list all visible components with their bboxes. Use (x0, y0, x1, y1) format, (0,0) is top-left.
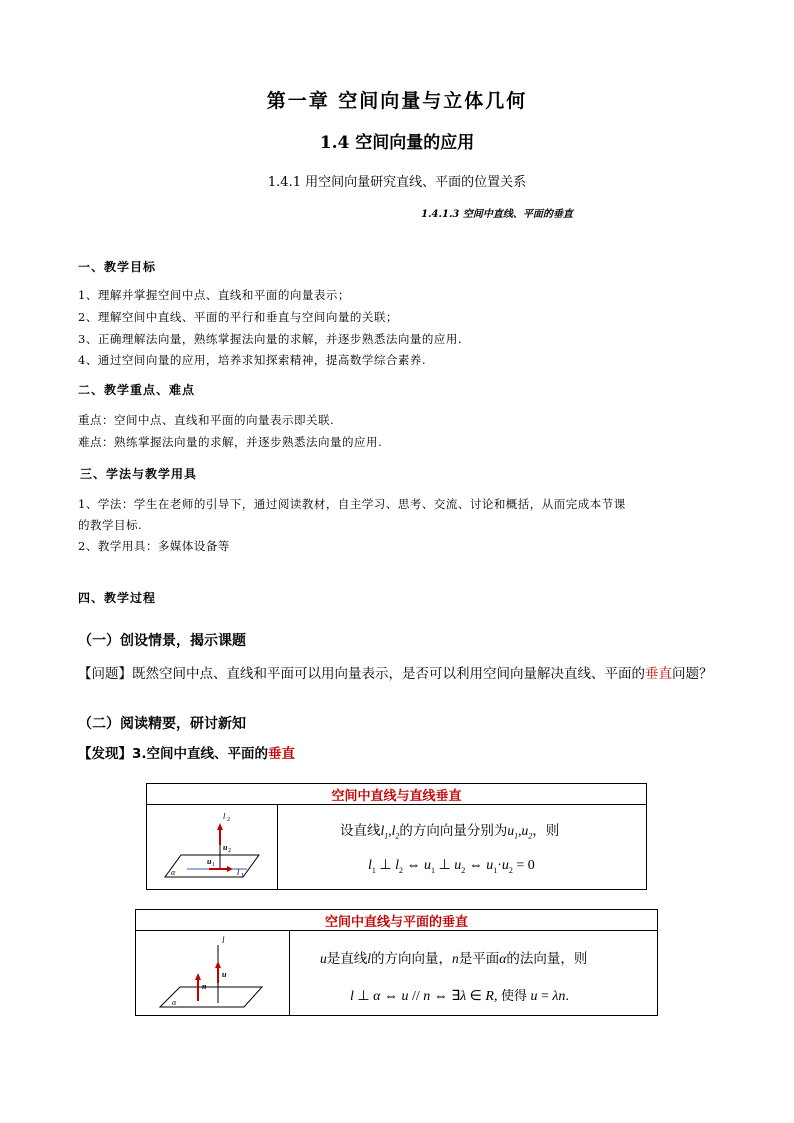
table2-statement: u是直线l的方向向量，n是平面α的法向量，则 (320, 951, 588, 967)
goals-heading: 一、教学目标 (78, 260, 157, 274)
svg-text:2: 2 (227, 817, 230, 823)
statement-d: 的法向量，则 (506, 951, 588, 967)
difficulty-item: 难点：熟练掌握法向量的求解，并逐步熟悉法向量的应用. (78, 435, 383, 449)
svg-text:2: 2 (228, 848, 231, 854)
statement-c: 是平面 (458, 951, 500, 967)
tools-line: 2、教学用具：多媒体设备等 (78, 539, 230, 553)
question-line (78, 662, 713, 682)
label-l: l (222, 935, 225, 945)
statement-mid: 的方向向量分别为 (399, 823, 508, 839)
formula-word: 使得 (500, 989, 527, 1004)
statement-a: 是直线 (326, 951, 368, 967)
table2-figure-cell (136, 931, 290, 1016)
label-u2: u (223, 843, 228, 852)
table2-formula: l ⊥ α ⇔ u // n ⇔ ∃λ ∈ R, 使得 u = λn. (350, 989, 569, 1004)
section-title: 1.4 空间向量的应用 (319, 133, 475, 153)
label-u1: u (207, 857, 212, 866)
math-u1u2: $u_1,u_2$ (507, 823, 533, 841)
goal-item: 3、正确理解法向量，熟练掌握法向量的求解，并逐步熟悉法向量的应用. (78, 332, 462, 346)
label-alpha: α (172, 998, 177, 1007)
keypoint-item: 重点：空间中点、直线和平面的向量表示即关联. (78, 413, 335, 427)
line-plane-perpendicular-table (135, 909, 658, 1016)
label-l1: l (237, 868, 240, 877)
line-line-perpendicular-table (146, 783, 647, 890)
table1-formula: $l_1$ ⊥ $l_2$ ⇔ $u_1$ ⊥ $u_2$ ⇔ $u_1\cdot u_2 = 0$ (368, 858, 535, 875)
goal-item: 1、理解并掌握空间中点、直线和平面的向量表示； (78, 288, 350, 302)
table1-caption: 空间中直线与直线垂直 (147, 784, 647, 805)
table1-figure-cell (147, 805, 278, 890)
part2-title: （二）阅读精要，研讨新知 (78, 716, 246, 732)
subsection-title: 1.4.1 用空间向量研究直线、平面的位置关系 (267, 175, 527, 190)
goal-item: 2、理解空间中直线、平面的平行和垂直与空间向量的关联； (78, 310, 398, 324)
discover-highlight: 垂直 (268, 746, 296, 762)
line-line-diagram (147, 805, 277, 889)
part1-title: （一）创设情景，揭示课题 (78, 633, 246, 649)
chapter-title: 第一章 空间向量与立体几何 (266, 90, 528, 112)
line-plane-diagram (136, 931, 289, 1015)
statement-suffix: ，则 (532, 823, 560, 839)
label-l2: l (223, 812, 226, 821)
question-suffix: 问题？ (672, 666, 713, 682)
methods-heading: 三、学法与教学用具 (80, 467, 198, 481)
methods-line: 1、学法：学生在老师的引导下，通过阅读教材，自主学习、思考、交流、讨论和概括，从而完成本节课 (78, 497, 626, 511)
svg-text:1: 1 (212, 862, 215, 868)
question-text: 【问题】既然空间中点、直线和平面可以用向量表示，是否可以利用空间向量解决直线、平面的 (78, 666, 645, 682)
discover-text: 【发现】3.空间中直线、平面的 (78, 746, 269, 762)
process-heading: 四、教学过程 (78, 591, 157, 605)
methods-line: 的教学目标. (78, 518, 143, 532)
goal-item: 4、通过空间向量的应用，培养求知探索精神，提高数学综合素养. (78, 353, 426, 367)
statement-b: 的方向向量， (371, 951, 453, 967)
statement-prefix: 设直线 (340, 823, 381, 839)
table1-text-cell (278, 805, 647, 890)
discover-line (78, 742, 295, 762)
svg-text:1: 1 (241, 873, 244, 879)
label-u: u (222, 970, 227, 979)
question-highlight: 垂直 (645, 666, 672, 682)
label-n: n (202, 982, 207, 991)
table2-text-cell (290, 931, 658, 1016)
subsubsection-title: 1.4.1.3 空间中直线、平面的垂直 (421, 209, 573, 220)
label-alpha: α (171, 868, 176, 877)
math-l1l2: $l_1,l_2$ (380, 823, 400, 841)
table2-caption: 空间中直线与平面的垂直 (136, 910, 658, 931)
table1-statement (340, 819, 559, 841)
keypoints-heading: 二、教学重点、难点 (78, 383, 196, 397)
